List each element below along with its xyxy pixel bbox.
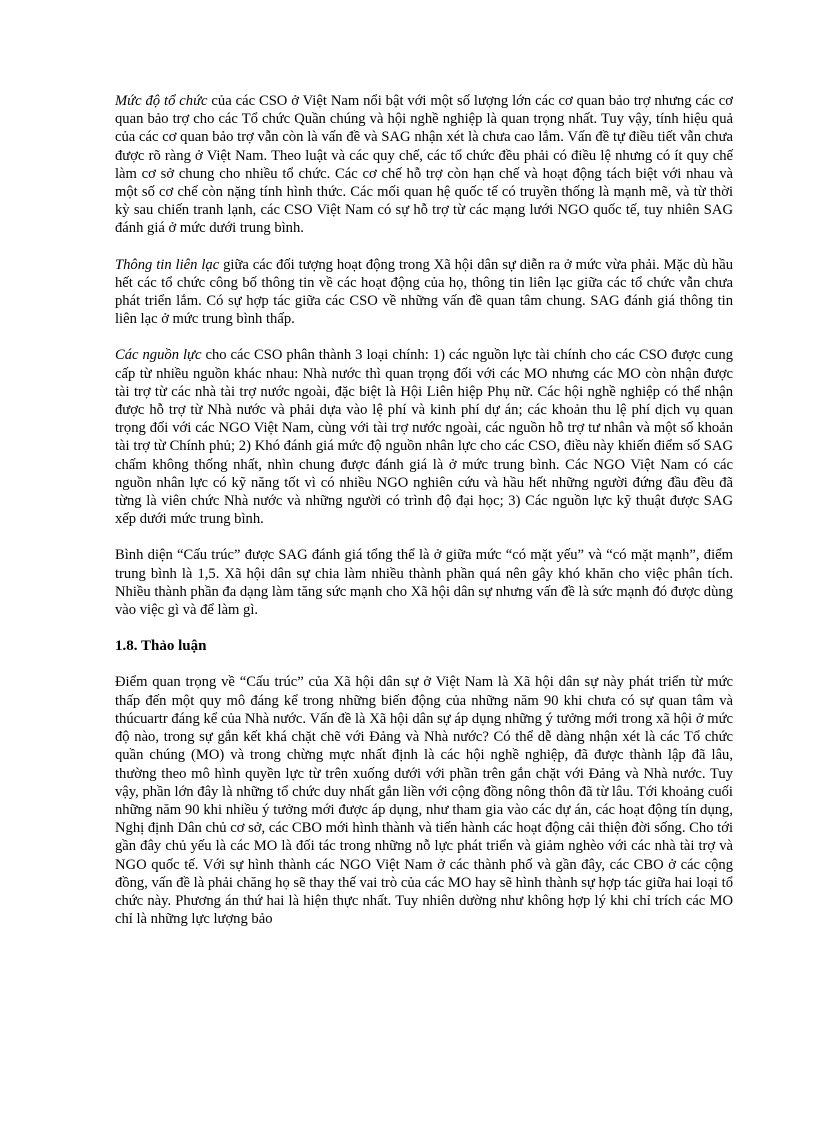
paragraph-structure-summary bbox=[115, 546, 733, 619]
paragraph-discussion-text: Điểm quan trọng về “Cấu trúc” của Xã hội dân sự ở Việt Nam là Xã hội dân sự này phát triển từ mức thấp đến một quy mô đáng kể trong những biến động của những năm 90 khi chưa có sự quan tâm và thúcuartr đáng kể của Nhà nước. Vấn đề là Xã hội dân sự áp dụng những ý tưởng mới trong xã hội ở mức độ nào, trong sự gắn kết khá chặt chẽ với Đảng và Nhà nước? Có thể dễ dàng nhận xét là các Tổ chức quần chúng (MO) và trong chừng mực nhất định là các hội nghề nghiệp, đã được thành lập đã lâu, thường theo mô hình quyền lực từ trên xuống dưới với phần trên gắn chặt với Đảng và Nhà nước. Tuy vậy, phần lớn đây là những tổ chức duy nhất gắn liền với cộng đồng nông thôn đã từ lâu. Tới khoảng cuối những năm 90 khi nhiều ý tưởng mới được áp dụng, như tham gia vào các dự án, các hoạt động tín dụng, Nghị định Dân chủ cơ sở, các CBO mới hình thành và tiến hành các hoạt động cải thiện đời sống. Cho tới gần đây chủ yếu là các MO là đối tác trong những nỗ lực phát triển và giảm nghèo với các nhà tài trợ và NGO quốc tế. Với sự hình thành các NGO Việt Nam ở các thành phố và gần đây, các CBO ở các cộng đồng, vấn đề là phải chăng họ sẽ thay thế vai trò của các MO hay sẽ hình thành sự hợp tác giữa hai loại tổ chức này. Phương án thứ hai là hiện thực nhất. Tuy nhiên dường như không hợp lý khi chỉ trích các MO chỉ là những lực lượng bảo bbox=[115, 674, 733, 928]
lead-communication: Thông tin liên lạc bbox=[115, 256, 220, 273]
paragraph-resources bbox=[115, 346, 733, 528]
lead-organization: Mức độ tổ chức bbox=[115, 93, 208, 109]
paragraph-communication-text: giữa các đối tượng hoạt động trong Xã hội dân sự diễn ra ở mức vừa phải. Mặc dù hầu hết các tổ chức công bố thông tin về các hoạt động của họ, thông tin liên lạc giữa các tổ chức vẫn chưa phát triển lắm. Có sự hợp tác giữa các CSO về những vấn đề quan tâm chung. SAG đánh giá thông tin liên lạc ở mức trung bình thấp. bbox=[115, 256, 733, 328]
document-page bbox=[115, 92, 733, 946]
paragraph-communication bbox=[115, 256, 733, 329]
paragraph-resources-text: cho các CSO phân thành 3 loại chính: 1) các nguồn lực tài chính cho các CSO được cung cấp từ nhiều nguồn khác nhau: Nhà nước thì quan trọng đối với các MO nhưng các MO còn nhận được tài trợ từ các nhà tài trợ nước ngoài, đặc biệt là Hội Liên hiệp Phụ nữ. Các hội nghề nghiệp có thể nhận được hỗ trợ từ Nhà nước và phải dựa vào lệ phí và kinh phí dự án; các khoản thu lệ phí dịch vụ quan trọng đối với các NGO Việt Nam, cùng với tài trợ nước ngoài, các nguồn hỗ trợ tư nhân và một số khoản tài trợ từ Chính phủ; 2) Khó đánh giá mức độ nguồn nhân lực cho các CSO, điều này khiến điểm số SAG chấm không thống nhất, nhìn chung được đánh giá là ở mức trung bình. Các NGO Việt Nam có các nguồn nhân lực có kỹ năng tốt vì có nhiều NGO nghiên cứu và hầu hết những người đứng đầu đều đã từng là viên chức Nhà nước và những người có trình độ đại học; 3) Các nguồn lực kỹ thuật được SAG xếp dưới mức trung bình. bbox=[115, 347, 733, 528]
paragraph-organization bbox=[115, 92, 733, 238]
paragraph-discussion bbox=[115, 673, 733, 928]
paragraph-structure-summary-text: Bình diện “Cấu trúc” được SAG đánh giá tổng thể là ở giữa mức “có mặt yếu” và “có mặt mạnh”, điểm trung bình là 1,5. Xã hội dân sự chia làm nhiều thành phần quá nên gây khó khăn cho việc phân tích. Nhiều thành phần đa dạng làm tăng sức mạnh cho Xã hội dân sự nhưng vấn đề là sức mạnh đó được dùng vào việc gì và để làm gì. bbox=[115, 547, 733, 619]
lead-resources: Các nguồn lực bbox=[115, 347, 202, 364]
paragraph-organization-text: của các CSO ở Việt Nam nổi bật với một số lượng lớn các cơ quan bảo trợ nhưng các cơ quan bảo trợ cho các Tổ chức Quần chúng và hội nghề nghiệp là quan trọng nhất. Tuy vậy, tính hiệu quả của các cơ quan bảo trợ vẫn còn là vấn đề và SAG nhận xét là chưa cao lắm. Vấn đề tự điều tiết vẫn chưa được rõ ràng ở Việt Nam. Theo luật và các quy chế, các tổ chức đều phải có điều lệ nhưng có ít quy chế làm cơ sở chung cho nhiều tổ chức. Các cơ chế hỗ trợ còn hạn chế và hoạt động tách biệt với nhau và một số cơ chế còn nặng tính hình thức. Các mối quan hệ quốc tế có truyền thống là mạnh mẽ, và từ thời kỳ sau chiến tranh lạnh, các CSO Việt Nam có sự hỗ trợ từ các mạng lưới NGO quốc tế, tuy nhiên SAG đánh giá ở mức dưới trung bình. bbox=[115, 93, 733, 237]
section-heading: 1.8. Thảo luận bbox=[115, 638, 207, 655]
